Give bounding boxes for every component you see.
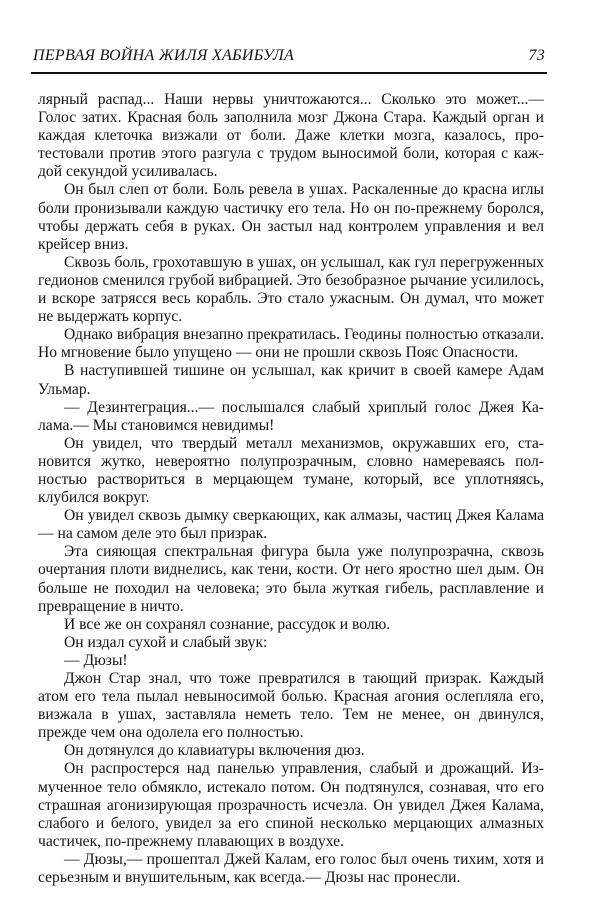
paragraph: И все же он сохранял сознание, рассудок и волю. bbox=[64, 615, 391, 633]
paragraph: Он увидел, что твердый металл механизмов, окружавших его, становится жутко, невероятно полупрозрачным, словно намереваясь полностью раствориться в мерцающем тумане, который, все уплотняясь, клубился вокруг. bbox=[38, 434, 544, 507]
paragraph: лярный распад... Наши нервы уничтожаются... Сколько это может...— Голос затих. Красная боль заполнила мозг Джона Стара. Каждый орган и каждая клеточка визжали от боли. Даже клетки мозга, казалось, протестовали против этого разгула с трудом выносимой боли, которая с каждой секундой усиливалась. bbox=[38, 91, 544, 181]
paragraph: Он дотянулся до клавиатуры включения дюз. bbox=[64, 742, 365, 760]
paragraph: Однако вибрация внезапно прекратилась. Геодины полностью отказали. Но мгновение было упущено — они не прошли сквозь Пояс Опасности. bbox=[38, 326, 544, 362]
body-text bbox=[38, 91, 544, 887]
running-title: ПЕРВАЯ ВОЙНА ЖИЛЯ ХАБИБУЛА bbox=[33, 47, 295, 64]
page-number: 73 bbox=[528, 47, 545, 64]
paragraph: Он издал сухой и слабый звук: bbox=[64, 633, 268, 651]
paragraph: Он распростерся над панелью управления, слабый и дрожащий. Измученное тело обмякло, истекало потом. Он подтянулся, сознавая, что его страшная агонизирующая прозрачность исчезла. Он увидел Джея Калама, слабого и белого, увидел за его спиной несколько мерцающих алмазных частичек, по-прежнему плавающих в воздухе. bbox=[38, 760, 544, 850]
paragraph: В наступившей тишине он услышал, как кричит в своей камере Адам Ульмар. bbox=[38, 362, 544, 398]
paragraph: Джон Стар знал, что тоже превратился в тающий призрак. Каждый атом его тела пылал невыносимой болью. Красная агония ослепляла его, визжала в ушах, заставляла неметь тело. Тем не менее, он двинулся, прежде чем она одолела его полностью. bbox=[38, 670, 544, 742]
paragraph: — Дюзы,— прошептал Джей Калам, его голос был очень тихим, хотя и серьезным и внушительным, как всегда.— Дюзы нас пронесли. bbox=[38, 850, 544, 887]
paragraph: Эта сияющая спектральная фигура была уже полупрозрачна, сквозь очертания плоти виднелись, как тени, кости. От него яростно шел дым. Он больше не походил на человека; это была жуткая гибель, расплавление и превращение в ничто. bbox=[38, 543, 544, 615]
paragraph: Сквозь боль, грохотавшую в ушах, он услышал, как гул перегруженных гедионов сменился грубой вибрацией. Это безобразное рычание усилилось, и вскоре затрясся весь корабль. Это стало ужасным. Он думал, что может не выдержать корпус. bbox=[38, 253, 544, 326]
paragraph: — Дюзы! bbox=[64, 651, 128, 669]
paragraph: — Дезинтеграция...— послышался слабый хриплый голос Джея Калама.— Мы становимся невидимы! bbox=[38, 398, 544, 434]
paragraph: Он был слеп от боли. Боль ревела в ушах. Раскаленные до красна иглы боли пронизывали каждую частичку его тела. Но он по-прежнему боролся, чтобы держать себя в руках. Он застыл над контролем управления и вел крейсер вниз. bbox=[38, 181, 544, 253]
header-rule bbox=[31, 72, 547, 74]
paragraph: Он увидел сквозь дымку сверкающих, как алмазы, частиц Джея Калама — на самом деле это был призрак. bbox=[38, 507, 544, 543]
page-header bbox=[33, 47, 545, 69]
